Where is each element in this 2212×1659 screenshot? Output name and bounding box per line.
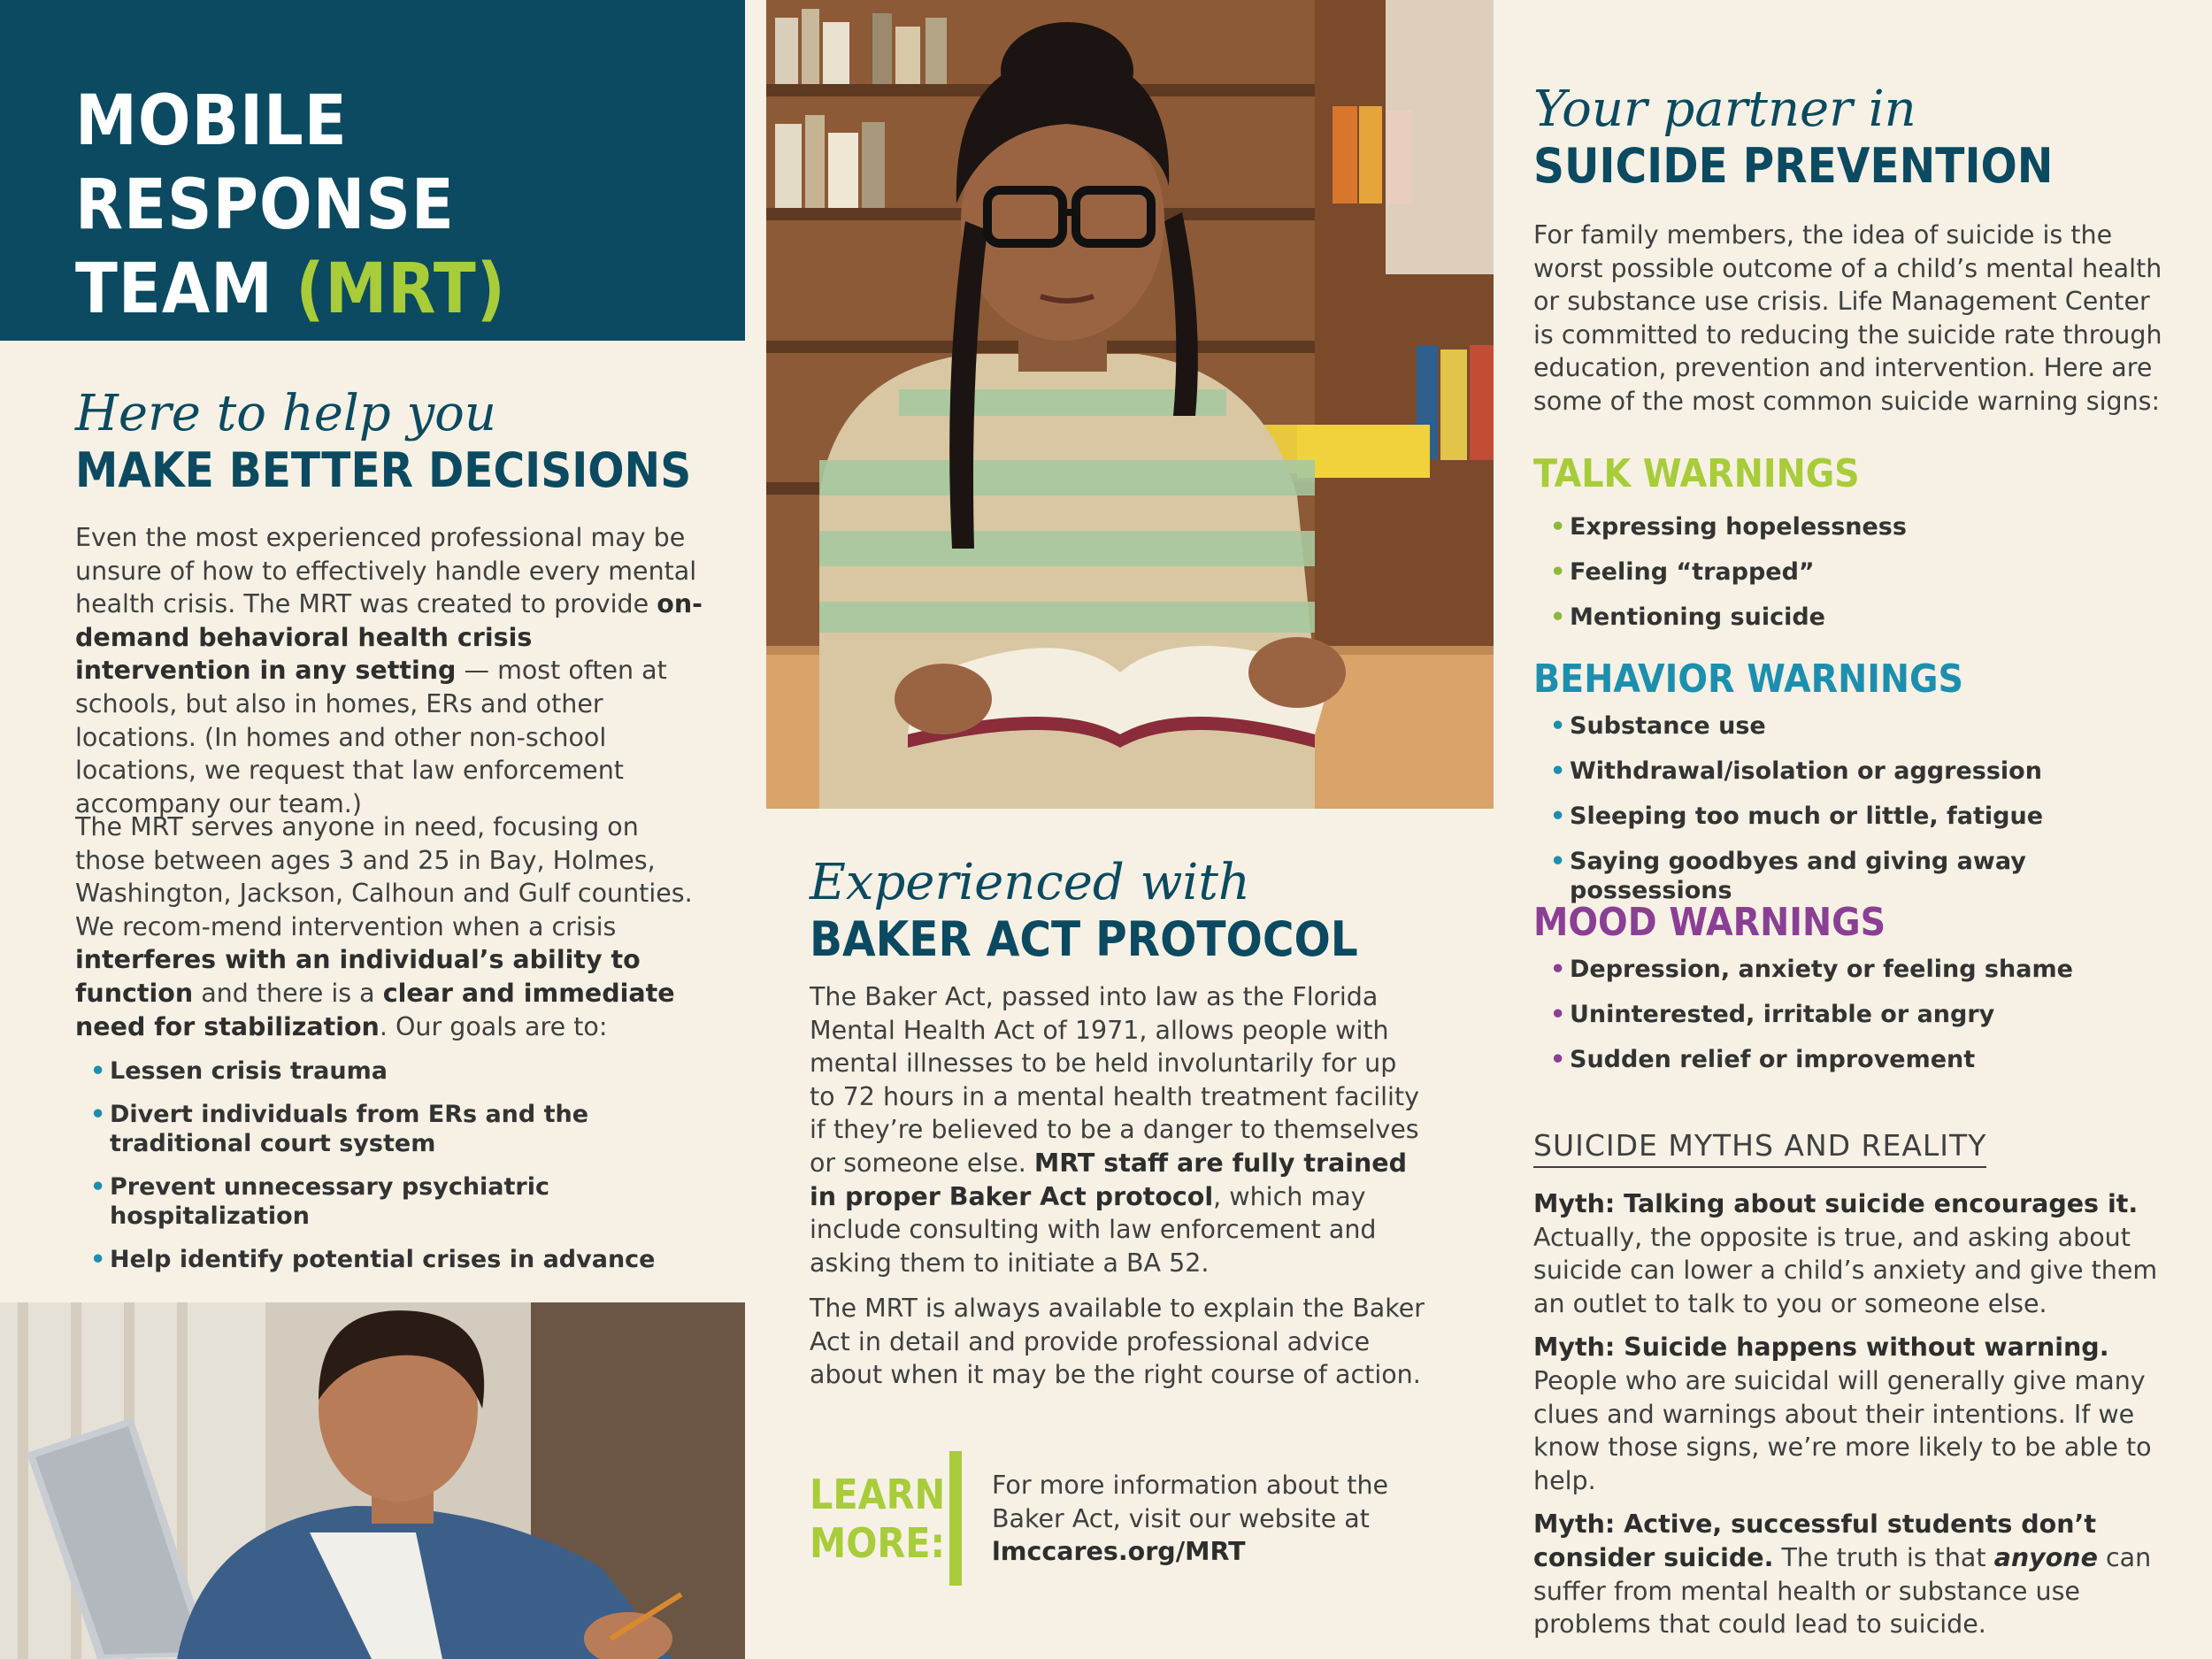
bullet-dot: • — [1550, 1045, 1566, 1073]
bullet-dot: • — [1550, 956, 1566, 983]
list-item — [1550, 757, 2187, 787]
myth-label: Myth: Talking about suicide encourages it. — [1533, 1189, 2139, 1218]
bullet-dot: • — [90, 1100, 106, 1128]
brochure-title — [75, 80, 695, 332]
emphasis-text: anyone — [1993, 1543, 2098, 1573]
text-span: and there is a — [193, 979, 383, 1009]
list-item — [1550, 513, 2170, 542]
list-item — [90, 1057, 727, 1087]
reality-text: Actually, the opposite is true, and asking about suicide can lower a child’s anxiety and give them an outlet to talk to you or someone else. — [1533, 1222, 2158, 1318]
learn-more-label — [810, 1471, 945, 1568]
paragraph-mrt-available: The MRT is always available to explain the Baker Act in detail and provide professional advice about when it may be the right course of action. — [810, 1294, 1425, 1390]
bullet-dot: • — [1550, 1000, 1566, 1028]
bullet-dot: • — [1550, 513, 1566, 541]
warning-text: Feeling “trapped” — [1570, 557, 1815, 586]
mood-warnings-list — [1550, 956, 2187, 1091]
emphasis-text: interferes with an individual’s ability to function — [75, 945, 641, 1009]
reality-text: People who are suicidal will generally give many clues and warnings about their intentions. If we know those signs, we’re more likely to be able to help. — [1533, 1366, 2152, 1495]
list-item — [1550, 1046, 2187, 1075]
behavior-warnings-heading: BEHAVIOR WARNINGS — [1533, 657, 1964, 702]
reality-text: The truth is that — [1773, 1543, 1994, 1573]
list-item — [90, 1173, 727, 1232]
warning-text: Expressing hopelessness — [1570, 513, 1907, 541]
warning-text: Mentioning suicide — [1570, 603, 1825, 631]
title-line-2 — [75, 248, 695, 332]
learn-more-block — [810, 1451, 1473, 1593]
paragraph-prevention-intro: For family members, the idea of suicide is the worst possible outcome of a child’s mental health or substance use crisis. Life Management Center is committed to reducing the suicide rate through education, prevention and intervention. Here are some of the most common suicide warning signs: — [1533, 220, 2162, 417]
myth-label: Myth: Active, successful students don’t consider suicide. — [1533, 1509, 2096, 1573]
section-baker-act — [810, 854, 1447, 967]
list-item — [90, 1101, 727, 1159]
myth-paragraph — [1533, 1187, 2179, 1320]
myth-paragraph — [1533, 1331, 2179, 1497]
goal-text: Help identify potential crises in advance — [110, 1245, 656, 1273]
learn-line-2: MORE: — [810, 1519, 946, 1568]
student-laptop-illustration — [0, 1302, 745, 1659]
warning-text: Withdrawal/isolation or aggression — [1570, 757, 2042, 785]
text-span: , which may include consulting with law enforcement and asking them to initiate a BA 52. — [810, 1181, 1377, 1278]
list-item — [90, 1246, 727, 1275]
section-heading: MAKE BETTER DECISIONS — [75, 442, 692, 498]
section-script-heading: Experienced with — [810, 854, 1250, 911]
emphasis-text: on-demand behavioral health crisis intervention in any setting — [75, 589, 703, 686]
list-item — [1550, 803, 2187, 832]
section-better-decisions — [75, 385, 712, 498]
talk-warnings-heading: TALK WARNINGS — [1533, 451, 1860, 496]
section-script-heading: Your partner in — [1533, 81, 1916, 138]
text-span: The Baker Act, passed into law as the Florida Mental Health Act of 1971, allows people with mental illnesses to be held involuntarily for up to 72 hours in a mental health treatment facility if they’re believed to be a danger to themselves or someone else. — [810, 982, 1419, 1179]
mood-warnings-heading: MOOD WARNINGS — [1533, 900, 1886, 945]
list-item — [1550, 956, 2187, 985]
section-suicide-prevention — [1533, 81, 2170, 194]
warning-text: Uninterested, irritable or angry — [1570, 1000, 1995, 1028]
warning-text: Depression, anxiety or feeling shame — [1570, 956, 2073, 983]
emphasis-text: MRT staff are fully trained in proper Baker Act protocol — [810, 1148, 1408, 1211]
talk-warnings-list — [1550, 513, 2170, 649]
list-item — [1550, 558, 2170, 588]
website-link[interactable]: lmccares.org/MRT — [992, 1537, 1246, 1567]
section-script-heading: Here to help you — [75, 385, 496, 442]
warning-text: Saying goodbyes and giving away possessions — [1570, 847, 2026, 904]
bullet-dot: • — [1550, 557, 1566, 586]
warning-text: Substance use — [1570, 712, 1766, 740]
bullet-dot: • — [1550, 757, 1566, 785]
myths-section — [1533, 1187, 2179, 1652]
student-reading-illustration — [766, 0, 1494, 809]
title-line-1: MOBILE RESPONSE — [75, 81, 455, 246]
photo-student-laptop — [0, 1302, 745, 1659]
goals-list — [90, 1057, 727, 1289]
bullet-dot: • — [1550, 802, 1566, 830]
paragraph-mrt-service — [75, 810, 712, 1043]
myths-heading: SUICIDE MYTHS AND REALITY — [1533, 1128, 1986, 1168]
goal-text: Divert individuals from ERs and the traditional court system — [110, 1100, 589, 1157]
section-heading: BAKER ACT PROTOCOL — [810, 911, 1358, 967]
title-team: TEAM — [75, 250, 273, 330]
bullet-dot: • — [1550, 847, 1566, 875]
goal-text: Lessen crisis trauma — [110, 1057, 388, 1085]
list-item — [1550, 848, 2187, 906]
reality-text: can suffer from mental health or substance use problems that could lead to suicide. — [1533, 1543, 2152, 1640]
bullet-dot: • — [90, 1172, 106, 1201]
bullet-dot: • — [90, 1057, 106, 1085]
learn-more-text — [992, 1469, 1452, 1569]
list-item — [1550, 1001, 2187, 1030]
bullet-dot: • — [90, 1245, 106, 1273]
text-span: For more information about the Baker Act, visit our website at — [992, 1471, 1389, 1533]
text-span: — most often at schools, but also in homes, ERs and other locations. (In homes and other non-school locations, we request that law enforcement accompany our team.) — [75, 656, 667, 818]
warning-text: Sudden relief or improvement — [1570, 1045, 1976, 1073]
bullet-dot: • — [1550, 603, 1566, 631]
learn-line-1: LEARN — [810, 1471, 946, 1518]
behavior-warnings-list — [1550, 712, 2187, 922]
title-mrt-accent: (MRT) — [296, 250, 506, 330]
myth-label: Myth: Suicide happens without warning. — [1533, 1333, 2109, 1363]
paragraph-mrt-intro — [75, 521, 712, 820]
bullet-dot: • — [1550, 712, 1566, 740]
list-item — [1550, 712, 2187, 741]
learn-more-divider — [949, 1451, 962, 1586]
photo-student-reading — [766, 0, 1494, 809]
emphasis-text: clear and immediate need for stabilization — [75, 979, 675, 1041]
section-heading: SUICIDE PREVENTION — [1533, 138, 2054, 194]
warning-text: Sleeping too much or little, fatigue — [1570, 802, 2044, 830]
goal-text: Prevent unnecessary psychiatric hospitalization — [110, 1172, 550, 1230]
paragraph-baker-act — [810, 980, 1429, 1279]
text-span: Even the most experienced professional may be unsure of how to effectively handle every mental health crisis. The MRT was created to provide — [75, 523, 697, 619]
list-item — [1550, 603, 2170, 633]
myth-paragraph — [1533, 1508, 2179, 1640]
text-span: The MRT serves anyone in need, focusing on those between ages 3 and 25 in Bay, Holmes, Washington, Jackson, Calhoun and Gulf counties. We recom-mend intervention when a crisis — [75, 812, 693, 941]
text-span: . Our goals are to: — [379, 1011, 608, 1041]
